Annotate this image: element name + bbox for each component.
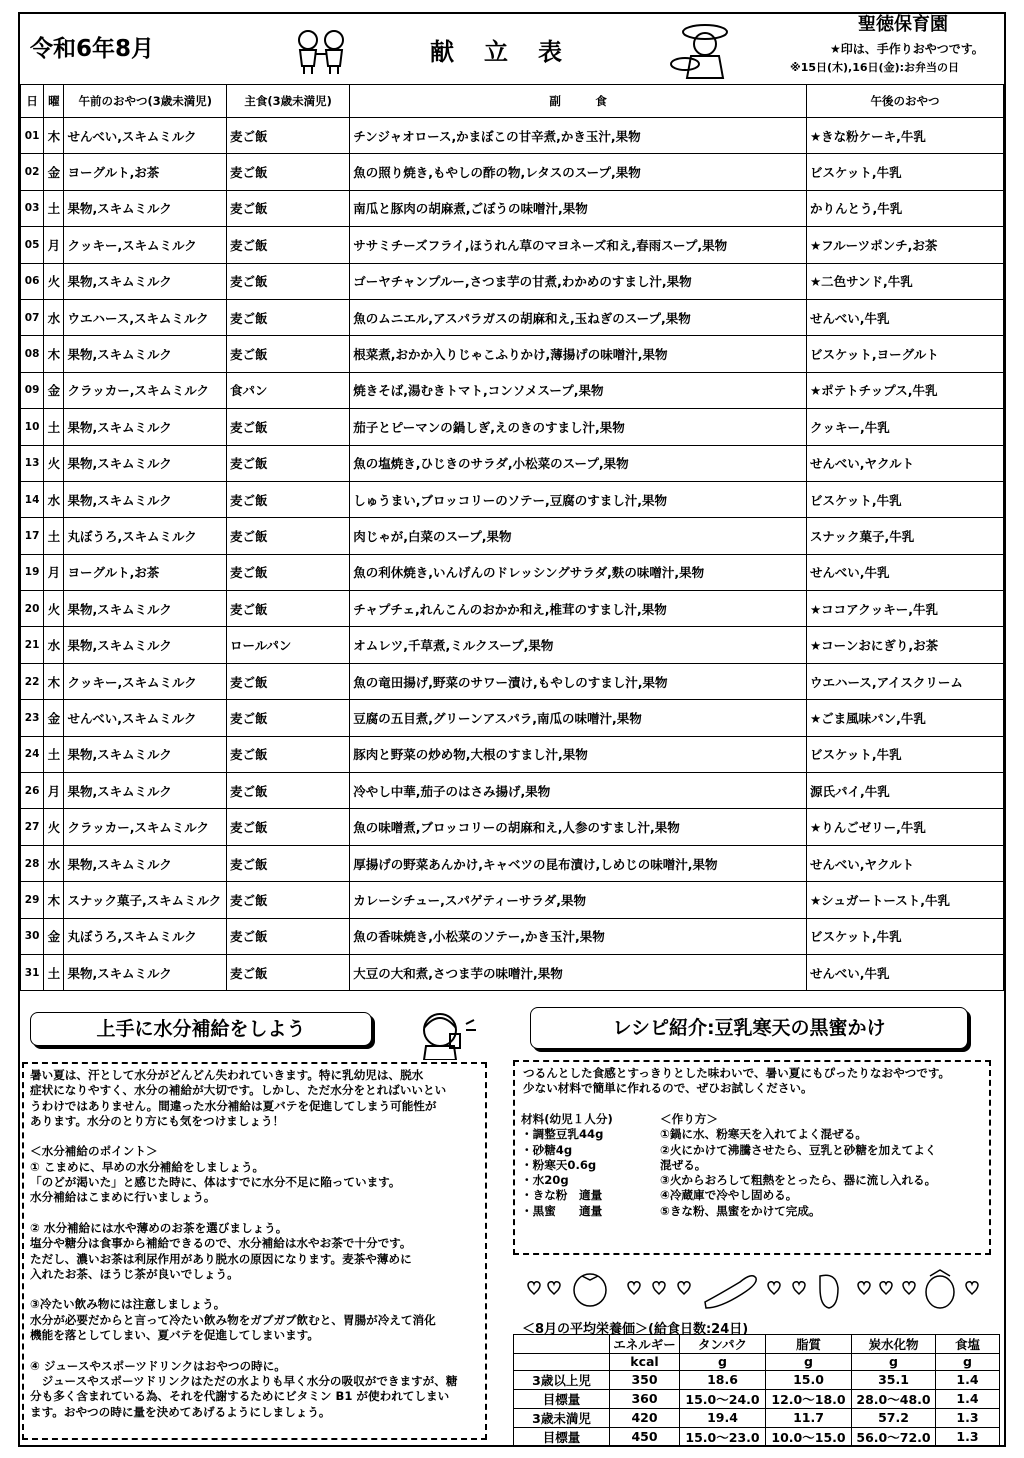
water-line: 「のどが渇いた」と感じた時に、体はすでに水分不足に陥っています。 [30,1175,401,1190]
day-cell: 26 [21,773,44,809]
side-dish-cell: 魚の塩焼き,ひじきのサラダ,小松菜のスープ,果物 [350,445,807,481]
ingredient-line: ・きな粉 適量 [521,1188,603,1203]
staple-cell: 麦ご飯 [226,518,349,554]
water-line: ③冷たい飲み物には注意しましょう。 [30,1297,226,1312]
heart-icon [966,1282,978,1294]
morning-snack-cell: ウエハース,スキムミルク [64,299,227,335]
morning-snack-cell: 果物,スキムミルク [64,736,227,772]
col-morning-snack: 午前のおやつ(3歳未満児) [64,85,227,118]
side-dish-cell: チンジャオロース,かまぼこの甘辛煮,かき玉汁,果物 [350,118,807,154]
step-line: ①鍋に水、粉寒天を入れてよく混ぜる。 [660,1127,867,1142]
afternoon-snack-cell: せんべい,ヤクルト [806,845,1003,881]
staple-cell: 麦ご飯 [226,190,349,226]
table-row [21,845,1004,881]
staple-cell: 麦ご飯 [226,227,349,263]
day-cell: 01 [21,118,44,154]
afternoon-snack-cell: ウエハース,アイスクリーム [806,663,1003,699]
morning-snack-cell: 丸ぼうろ,スキムミルク [64,518,227,554]
water-line: 水分補給はこまめに行いましょう。 [30,1190,216,1205]
water-line: 塩分や糖分は食事から補給できるので、水分補給は水やお茶で十分です。 [30,1236,412,1251]
weekday-cell: 金 [44,154,64,190]
side-dish-cell: 魚のムニエル,アスパラガスの胡麻和え,玉ねぎのスープ,果物 [350,299,807,335]
table-row [21,773,1004,809]
table-row [21,627,1004,663]
weekday-cell: 月 [44,554,64,590]
table-row [21,409,1004,445]
nutrition-cell: タンパク [680,1335,766,1354]
water-section-title: 上手に水分補給をしよう [30,1012,372,1046]
side-dish-cell: 魚の利休焼き,いんげんのドレッシングサラダ,麩の味噌汁,果物 [350,554,807,590]
water-article [22,1062,487,1440]
staple-cell: 麦ご飯 [226,118,349,154]
day-cell: 03 [21,190,44,226]
day-cell: 23 [21,700,44,736]
water-line: うわけではありません。間違った水分補給は夏バテを促進してしまう可能性が [30,1098,437,1113]
side-dish-cell: ササミチーズフライ,ほうれん草のマヨネーズ和え,春雨スープ,果物 [350,227,807,263]
heart-icon [548,1282,560,1294]
afternoon-snack-cell: ビスケット,牛乳 [806,481,1003,517]
staple-cell: 麦ご飯 [226,409,349,445]
morning-snack-cell: クラッカー,スキムミルク [64,809,227,845]
cucumber-icon [705,1276,756,1308]
nutrition-cell: 35.1 [852,1370,936,1389]
step-line: ②火にかけて沸騰させたら、豆乳と砂糖を加えてよく [660,1142,937,1157]
nutrition-row [514,1389,1000,1408]
day-cell: 24 [21,736,44,772]
afternoon-snack-cell: せんべい,牛乳 [806,954,1003,990]
nutrition-cell: 1.4 [936,1389,1000,1408]
morning-snack-cell: クラッカー,スキムミルク [64,372,227,408]
nutrition-row [514,1370,1000,1389]
afternoon-snack-cell: ★ココアクッキー,牛乳 [806,591,1003,627]
staple-cell: 麦ご飯 [226,481,349,517]
weekday-cell: 金 [44,700,64,736]
water-line: 水分が必要だからと言って冷たい飲み物をガブガブ飲むと、胃腸が冷えて消化 [30,1312,436,1327]
ingredient-line: ・黒蜜 適量 [521,1203,603,1218]
water-line: 機能を落としてしまい、夏バテを促進してしまいます。 [30,1328,319,1343]
nutrition-cell: 28.0～48.0 [852,1389,936,1408]
table-row [21,445,1004,481]
afternoon-snack-cell: ビスケット,牛乳 [806,918,1003,954]
afternoon-snack-cell: せんべい,牛乳 [806,299,1003,335]
table-row [21,882,1004,918]
nutrition-cell: エネルギー [610,1335,680,1354]
table-row [21,591,1004,627]
heart-icon [678,1282,690,1294]
side-dish-cell: 魚の照り焼き,もやしの酢の物,レタスのスープ,果物 [350,154,807,190]
nutrition-header-row [514,1335,1000,1354]
step-line: ⑤きな粉、黒蜜をかけて完成。 [660,1203,821,1218]
morning-snack-cell: クッキー,スキムミルク [64,663,227,699]
morning-snack-cell: 丸ぼうろ,スキムミルク [64,918,227,954]
heart-icon [768,1282,780,1294]
day-cell: 07 [21,299,44,335]
day-cell: 10 [21,409,44,445]
day-cell: 17 [21,518,44,554]
side-dish-cell: 大豆の大和煮,さつま芋の味噌汁,果物 [350,954,807,990]
col-day: 日 [21,85,44,118]
weekday-cell: 木 [44,118,64,154]
side-dish-cell: 魚の竜田揚げ,野菜のサワー漬け,もやしのすまし汁,果物 [350,663,807,699]
side-dish-cell: ゴーヤチャンプルー,さつま芋の甘煮,わかめのすまし汁,果物 [350,263,807,299]
heart-icon [793,1282,805,1294]
table-row [21,190,1004,226]
heart-icon [903,1282,915,1294]
day-cell: 02 [21,154,44,190]
table-row [21,809,1004,845]
recipe-section-title: レシピ紹介:豆乳寒天の黒蜜かけ [530,1007,968,1049]
recipe-intro-line: つるんとした食感とすっきりとした味わいで、暑い夏にもぴったりなおやつです。 [523,1066,951,1080]
nutrition-table [513,1334,1000,1447]
weekday-cell: 水 [44,845,64,881]
day-cell: 29 [21,882,44,918]
nutrition-cell: 450 [610,1427,680,1446]
weekday-cell: 土 [44,518,64,554]
weekday-cell: 月 [44,227,64,263]
menu-table [20,84,1004,991]
side-dish-cell: 肉じゃが,白菜のスープ,果物 [350,518,807,554]
morning-snack-cell: 果物,スキムミルク [64,409,227,445]
nutrition-cell [514,1335,610,1354]
morning-snack-cell: 果物,スキムミルク [64,773,227,809]
side-dish-cell: 根菜煮,おかか入りじゃこふりかけ,薄揚げの味噌汁,果物 [350,336,807,372]
water-line: 症状になりやすく、水分の補給が大切です。しかし、ただ水分をとればいいとい [30,1083,447,1098]
heart-icon [880,1282,892,1294]
nutrition-row [514,1427,1000,1446]
staple-cell: 麦ご飯 [226,736,349,772]
table-row [21,663,1004,699]
water-line [30,1282,479,1297]
nutrition-cell [514,1354,610,1371]
weekday-cell: 火 [44,445,64,481]
table-row [21,554,1004,590]
afternoon-snack-cell: クッキー,牛乳 [806,409,1003,445]
day-cell: 28 [21,845,44,881]
nutrition-cell: 1.3 [936,1427,1000,1446]
morning-snack-cell: スナック菓子,スキムミルク [64,882,227,918]
month-label: 令和6年8月 [30,36,155,62]
afternoon-snack-cell: せんべい,牛乳 [806,554,1003,590]
nutrition-cell: 目標量 [514,1427,610,1446]
recipe-steps [660,1112,980,1219]
day-cell: 05 [21,227,44,263]
side-dish-cell: 南瓜と豚肉の胡麻煮,ごぼうの味噌汁,果物 [350,190,807,226]
water-line: ② 水分補給には水や薄めのお茶を選びましょう。 [30,1220,288,1235]
water-line: 暑い夏は、汗として水分がどんどん失われていきます。特に乳幼児は、脱水 [30,1068,424,1082]
staple-cell: 麦ご飯 [226,591,349,627]
weekday-cell: 火 [44,809,64,845]
morning-snack-cell: 果物,スキムミルク [64,845,227,881]
afternoon-snack-cell: ★二色サンド,牛乳 [806,263,1003,299]
water-line: ます。おやつの時に量を決めてあげるようにしましょう。 [30,1404,331,1419]
nutrition-cell: 目標量 [514,1389,610,1408]
nutrition-cell: 脂質 [766,1335,852,1354]
side-dish-cell: 冷やし中華,茄子のはさみ揚げ,果物 [350,773,807,809]
nutrition-cell: 11.7 [766,1408,852,1427]
nutrition-cell: 19.4 [680,1408,766,1427]
staple-cell: 麦ご飯 [226,918,349,954]
nutrition-cell: 食塩 [936,1335,1000,1354]
cook-icon [665,22,745,82]
ingredient-line: 材料(幼児１人分) [521,1112,613,1126]
nutrition-cell: g [766,1354,852,1371]
water-line: ④ ジュースやスポーツドリンクはおやつの時に。 [30,1358,286,1373]
vegetable-decoration [520,1264,990,1312]
weekday-cell: 月 [44,773,64,809]
table-row [21,918,1004,954]
weekday-cell: 金 [44,372,64,408]
ingredient-line: ・調整豆乳44g [521,1127,604,1142]
heart-icon [653,1282,665,1294]
weekday-cell: 水 [44,299,64,335]
bento-day-note: ※15日(木),16日(金):お弁当の日 [790,61,959,74]
pepper-icon [820,1275,838,1308]
step-line: 混ぜる。 [660,1157,707,1172]
water-line: ① こまめに、早めの水分補給をしましょう。 [30,1159,265,1174]
side-dish-cell: 豚肉と野菜の炒め物,大根のすまし汁,果物 [350,736,807,772]
table-row [21,372,1004,408]
morning-snack-cell: 果物,スキムミルク [64,445,227,481]
handmade-note: ★印は、手作りおやつです。 [830,42,984,56]
weekday-cell: 木 [44,882,64,918]
col-weekday: 曜 [44,85,64,118]
weekday-cell: 火 [44,591,64,627]
nutrition-row [514,1408,1000,1427]
nutrition-cell: 360 [610,1389,680,1408]
side-dish-cell: 魚の香味焼き,小松菜のソテー,かき玉汁,果物 [350,918,807,954]
morning-snack-cell: 果物,スキムミルク [64,481,227,517]
day-cell: 13 [21,445,44,481]
water-line: ＜水分補給のポイント＞ [30,1144,158,1159]
nutrition-cell: 15.0～24.0 [680,1389,766,1408]
nutrition-cell: 57.2 [852,1408,936,1427]
recipe-intro [523,1066,981,1097]
weekday-cell: 木 [44,336,64,372]
afternoon-snack-cell: ★ポテトチップス,牛乳 [806,372,1003,408]
afternoon-snack-cell: ビスケット,牛乳 [806,154,1003,190]
col-side-dish: 副 食 [350,85,807,118]
water-line: ただし、濃いお茶は利尿作用があり脱水の原因になります。麦茶や薄めに [30,1251,412,1266]
recipe-ingredients [521,1112,661,1219]
staple-cell: 麦ご飯 [226,154,349,190]
heart-icon [528,1282,540,1294]
nutrition-cell: 3歳以上児 [514,1370,610,1389]
staple-cell: 麦ご飯 [226,700,349,736]
staple-cell: 麦ご飯 [226,954,349,990]
nutrition-cell: g [936,1354,1000,1371]
table-row [21,154,1004,190]
nutrition-cell: 1.4 [936,1370,1000,1389]
weekday-cell: 火 [44,263,64,299]
afternoon-snack-cell: ★フルーツポンチ,お茶 [806,227,1003,263]
day-cell: 22 [21,663,44,699]
water-line [30,1129,479,1144]
water-line: あります。水分のとり方にも気をつけましょう！ [30,1113,285,1128]
morning-snack-cell: ヨーグルト,お茶 [64,554,227,590]
staple-cell: 麦ご飯 [226,554,349,590]
side-dish-cell: 茄子とピーマンの鍋しぎ,えのきのすまし汁,果物 [350,409,807,445]
weekday-cell: 土 [44,409,64,445]
nutrition-cell: 1.3 [936,1408,1000,1427]
step-line: ③火からおろして粗熱をとったら、器に流し入れる。 [660,1173,937,1188]
col-staple: 主食(3歳未満児) [226,85,349,118]
weekday-cell: 金 [44,918,64,954]
staple-cell: 麦ご飯 [226,445,349,481]
nutrition-cell: 420 [610,1408,680,1427]
staple-cell: 麦ご飯 [226,773,349,809]
staple-cell: 麦ご飯 [226,809,349,845]
table-row [21,700,1004,736]
staple-cell: 麦ご飯 [226,845,349,881]
ingredient-line: ・水20g [521,1173,569,1188]
nutrition-cell: 56.0～72.0 [852,1427,936,1446]
day-cell: 31 [21,954,44,990]
afternoon-snack-cell: ★ごま風味パン,牛乳 [806,700,1003,736]
nutrition-unit-row [514,1354,1000,1371]
afternoon-snack-cell: ビスケット,牛乳 [806,736,1003,772]
day-cell: 21 [21,627,44,663]
weekday-cell: 土 [44,954,64,990]
afternoon-snack-cell: ★コーンおにぎり,お茶 [806,627,1003,663]
side-dish-cell: しゅうまい,ブロッコリーのソテー,豆腐のすまし汁,果物 [350,481,807,517]
morning-snack-cell: せんべい,スキムミルク [64,118,227,154]
day-cell: 14 [21,481,44,517]
staple-cell: 麦ご飯 [226,263,349,299]
afternoon-snack-cell: ビスケット,ヨーグルト [806,336,1003,372]
page-title: 献立表 [430,38,592,66]
nutrition-cell: kcal [610,1354,680,1371]
morning-snack-cell: クッキー,スキムミルク [64,227,227,263]
staple-cell: ロールパン [226,627,349,663]
afternoon-snack-cell: 源氏パイ,牛乳 [806,773,1003,809]
day-cell: 27 [21,809,44,845]
kids-icon [290,28,354,76]
recipe-article [513,1060,991,1255]
nutrition-cell: 炭水化物 [852,1335,936,1354]
day-cell: 08 [21,336,44,372]
morning-snack-cell: せんべい,スキムミルク [64,700,227,736]
col-afternoon-snack: 午後のおやつ [806,85,1003,118]
weekday-cell: 土 [44,190,64,226]
day-cell: 20 [21,591,44,627]
day-cell: 30 [21,918,44,954]
girl-drinking-icon [410,1008,480,1060]
nutrition-cell: 12.0～18.0 [766,1389,852,1408]
table-row [21,336,1004,372]
table-row [21,299,1004,335]
ingredient-line: ・粉寒天0.6g [521,1157,597,1172]
table-row [21,481,1004,517]
table-row [21,118,1004,154]
water-line: ジュースやスポーツドリンクはただの水よりも早く水分の吸収ができますが、糖 [30,1373,458,1388]
staple-cell: 麦ご飯 [226,882,349,918]
day-cell: 19 [21,554,44,590]
nutrition-cell: 15.0～23.0 [680,1427,766,1446]
nutrition-cell: 350 [610,1370,680,1389]
table-row [21,954,1004,990]
side-dish-cell: 焼きそば,湯むきトマト,コンソメスープ,果物 [350,372,807,408]
side-dish-cell: チャプチェ,れんこんのおかか和え,椎茸のすまし汁,果物 [350,591,807,627]
weekday-cell: 水 [44,627,64,663]
afternoon-snack-cell: せんべい,ヤクルト [806,445,1003,481]
table-row [21,227,1004,263]
nutrition-cell: g [852,1354,936,1371]
tomato-icon [574,1274,606,1306]
water-line [30,1206,479,1221]
morning-snack-cell: ヨーグルト,お茶 [64,154,227,190]
staple-cell: 麦ご飯 [226,336,349,372]
weekday-cell: 木 [44,663,64,699]
nutrition-cell: g [680,1354,766,1371]
water-line: 分も多く含まれている為、それを代謝するためにビタミン B1 が使われてしまい [30,1389,450,1404]
recipe-intro-line: 少ない材料で簡単に作れるので、ぜひお試しください。 [523,1081,813,1096]
heart-icon [858,1282,870,1294]
morning-snack-cell: 果物,スキムミルク [64,954,227,990]
side-dish-cell: 魚の味噌煮,ブロッコリーの胡麻和え,人参のすまし汁,果物 [350,809,807,845]
afternoon-snack-cell: かりんとう,牛乳 [806,190,1003,226]
nutrition-caption: ＜8月の平均栄養価＞(給食日数:24日) [522,1322,749,1337]
table-row [21,518,1004,554]
morning-snack-cell: 果物,スキムミルク [64,336,227,372]
afternoon-snack-cell: スナック菓子,牛乳 [806,518,1003,554]
side-dish-cell: カレーシチュー,スパゲティーサラダ,果物 [350,882,807,918]
side-dish-cell: 厚揚げの野菜あんかけ,キャベツの昆布漬け,しめじの味噌汁,果物 [350,845,807,881]
afternoon-snack-cell: ★シュガートースト,牛乳 [806,882,1003,918]
nutrition-cell: 15.0 [766,1370,852,1389]
nutrition-cell: 3歳未満児 [514,1408,610,1427]
morning-snack-cell: 果物,スキムミルク [64,591,227,627]
table-row [21,736,1004,772]
morning-snack-cell: 果物,スキムミルク [64,627,227,663]
table-row [21,263,1004,299]
menu-header-row [21,85,1004,118]
school-name: 聖徳保育園 [858,14,948,35]
day-cell: 06 [21,263,44,299]
morning-snack-cell: 果物,スキムミルク [64,263,227,299]
nutrition-cell: 18.6 [680,1370,766,1389]
step-line: ＜作り方＞ [660,1112,718,1126]
afternoon-snack-cell: ★きな粉ケーキ,牛乳 [806,118,1003,154]
morning-snack-cell: 果物,スキムミルク [64,190,227,226]
side-dish-cell: オムレツ,千草煮,ミルクスープ,果物 [350,627,807,663]
water-line: 入れたお茶、ほうじ茶が良いでしょう。 [30,1266,239,1281]
staple-cell: 麦ご飯 [226,299,349,335]
staple-cell: 食パン [226,372,349,408]
step-line: ④冷蔵庫で冷やし固める。 [660,1188,798,1203]
water-line [30,1343,479,1358]
side-dish-cell: 豆腐の五目煮,グリーンアスパラ,南瓜の味噌汁,果物 [350,700,807,736]
eggplant-icon [926,1276,954,1308]
day-cell: 09 [21,372,44,408]
weekday-cell: 土 [44,736,64,772]
staple-cell: 麦ご飯 [226,663,349,699]
heart-icon [628,1282,640,1294]
nutrition-cell: 10.0～15.0 [766,1427,852,1446]
ingredient-line: ・砂糖4g [521,1142,573,1157]
weekday-cell: 水 [44,481,64,517]
afternoon-snack-cell: ★りんごゼリー,牛乳 [806,809,1003,845]
